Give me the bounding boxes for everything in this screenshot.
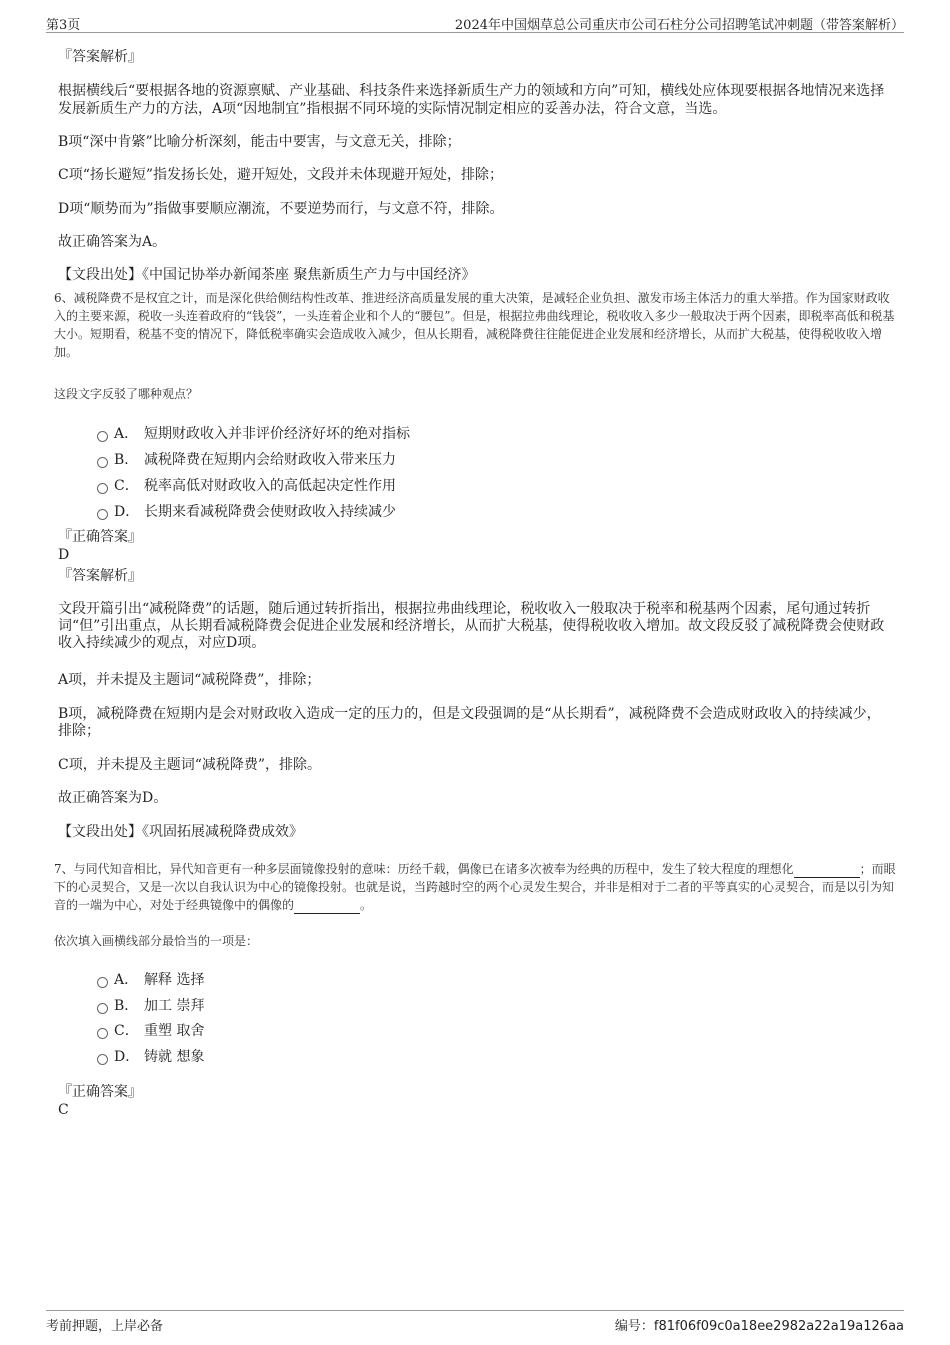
- q5-analysis-option-c: C项“扬长避短”指发扬长处，避开短处，文段并未体现避开短处，排除；: [58, 167, 504, 183]
- q7-answer-heading: 『正确答案』: [58, 1084, 142, 1100]
- q7-option-a[interactable]: A． 解释 选择: [97, 969, 204, 989]
- page-number: 第3页: [46, 18, 81, 33]
- q5-analysis-option-b: B项“深中肯綮”比喻分析深刻，能击中要害，与文意无关，排除；: [58, 134, 461, 150]
- q6-analysis-option-c: C项，并未提及主题词“减税降费”，排除。: [58, 757, 322, 773]
- fill-blank-2: [294, 901, 360, 914]
- q6-analysis-option-b: B项，减税降费在短期内是会对财政收入造成一定的压力的，但是文段强调的是“从长期看”，减税降费不会造成财政收入的持续减少，排除；: [58, 706, 881, 739]
- radio-icon[interactable]: [97, 431, 108, 442]
- q5-analysis-heading: 『答案解析』: [58, 49, 142, 65]
- q5-analysis-option-d: D项“顺势而为”指做事要顺应潮流，不要逆势而行，与文意不符，排除。: [58, 201, 504, 217]
- radio-icon[interactable]: [97, 1028, 108, 1039]
- q5-conclusion: 故正确答案为A。: [58, 234, 167, 250]
- radio-icon[interactable]: [97, 509, 108, 520]
- q6-source: 【文段出处】《巩固拓展减税降费成效》: [58, 824, 303, 840]
- page-header: [46, 12, 904, 33]
- q6-conclusion: 故正确答案为D。: [58, 790, 168, 806]
- q7-option-c[interactable]: C． 重塑 取舍: [97, 1020, 204, 1040]
- q5-analysis-paragraph: 根据横线后“要根据各地的资源禀赋、产业基础、科技条件来选择新质生产力的领域和方向”可知，横线处应体现要根据各地情况来选择发展新质生产力的方法，A项“因地制宜”指根据不同环境的实际情况制定相应的妥善办法，符合文意，当选。: [58, 83, 885, 117]
- q6-stem: 6、减税降费不是权宜之计，而是深化供给侧结构性改革、推进经济高质量发展的重大决策，是减轻企业负担、激发市场主体活力的重大举措。作为国家财政收入的主要来源，税收一头连着政府的“钱袋”，一头连着企业和个人的“腰包”。但是，根据拉弗曲线理论，税收收入多少一般取决于两个因素，即税率高低和税基大小。短期看，税基不变的情况下，降低税率确实会造成收入减少，但从长期看，减税降费往往能促进企业发展和经济增长，从而扩大税基，使得税收收入增加。: [54, 291, 895, 359]
- q7-option-d[interactable]: D． 铸就 想象: [97, 1046, 204, 1066]
- q7-answer: C: [58, 1102, 69, 1118]
- footer-slogan: 考前押题，上岸必备: [46, 1319, 164, 1334]
- radio-icon[interactable]: [97, 1054, 108, 1065]
- q6-analysis-option-a: A项，并未提及主题词“减税降费”，排除；: [58, 672, 321, 688]
- document-title: 2024年中国烟草总公司重庆市公司石柱分公司招聘笔试冲刺题（带答案解析）: [454, 18, 904, 33]
- radio-icon[interactable]: [97, 977, 108, 988]
- q6-prompt: 这段文字反驳了哪种观点？: [54, 387, 199, 401]
- q6-analysis-paragraph: 文段开篇引出“减税降费”的话题，随后通过转折指出，根据拉弗曲线理论，税收收入一般取决于税率和税基两个因素，尾句通过转折词“但”引出重点，从长期看减税降费会促进企业发展和经济增长，从而扩大税基，使得税收收入增加。故文段反驳了减税降费会使财政收入持续减少的观点，对应D项。: [58, 601, 885, 651]
- q7-prompt: 依次填入画横线部分最恰当的一项是：: [54, 934, 259, 948]
- q6-analysis-heading: 『答案解析』: [58, 568, 142, 584]
- radio-icon[interactable]: [97, 1003, 108, 1014]
- radio-icon[interactable]: [97, 457, 108, 468]
- q7-stem: 7、与同代知音相比，异代知音更有一种多层面镜像投射的意味：历经千载，偶像已在诸多次被奉为经典的历程中，发生了较大程度的理想化 ；而眼下的心灵契合，又是一次以自我认识为中心的镜像投射。也就是说，当跨越时空的两个心灵发生契合，并非是相对于二者的平等真实的心灵契合，而是以引为知音的一端为中心，对处于经典镜像中的偶像的 。: [54, 862, 896, 912]
- q6-answer-heading: 『正确答案』: [58, 529, 142, 545]
- radio-icon[interactable]: [97, 483, 108, 494]
- page-footer: [46, 1310, 904, 1335]
- fill-blank-1: [794, 865, 860, 878]
- q5-source: 【文段出处】《中国记协举办新闻茶座 聚焦新质生产力与中国经济》: [58, 267, 476, 283]
- q6-option-c[interactable]: C． 税率高低对财政收入的高低起决定性作用: [97, 475, 396, 495]
- q6-option-a[interactable]: A． 短期财政收入并非评价经济好坏的绝对指标: [97, 423, 410, 443]
- document-code: 编号：f81f06f09c0a18ee2982a22a19a126aa: [614, 1319, 904, 1334]
- q6-answer: D: [58, 547, 70, 563]
- q6-option-b[interactable]: B． 减税降费在短期内会给财政收入带来压力: [97, 449, 396, 469]
- q6-option-d[interactable]: D． 长期来看减税降费会使财政收入持续减少: [97, 501, 396, 521]
- q7-option-b[interactable]: B． 加工 崇拜: [97, 995, 204, 1015]
